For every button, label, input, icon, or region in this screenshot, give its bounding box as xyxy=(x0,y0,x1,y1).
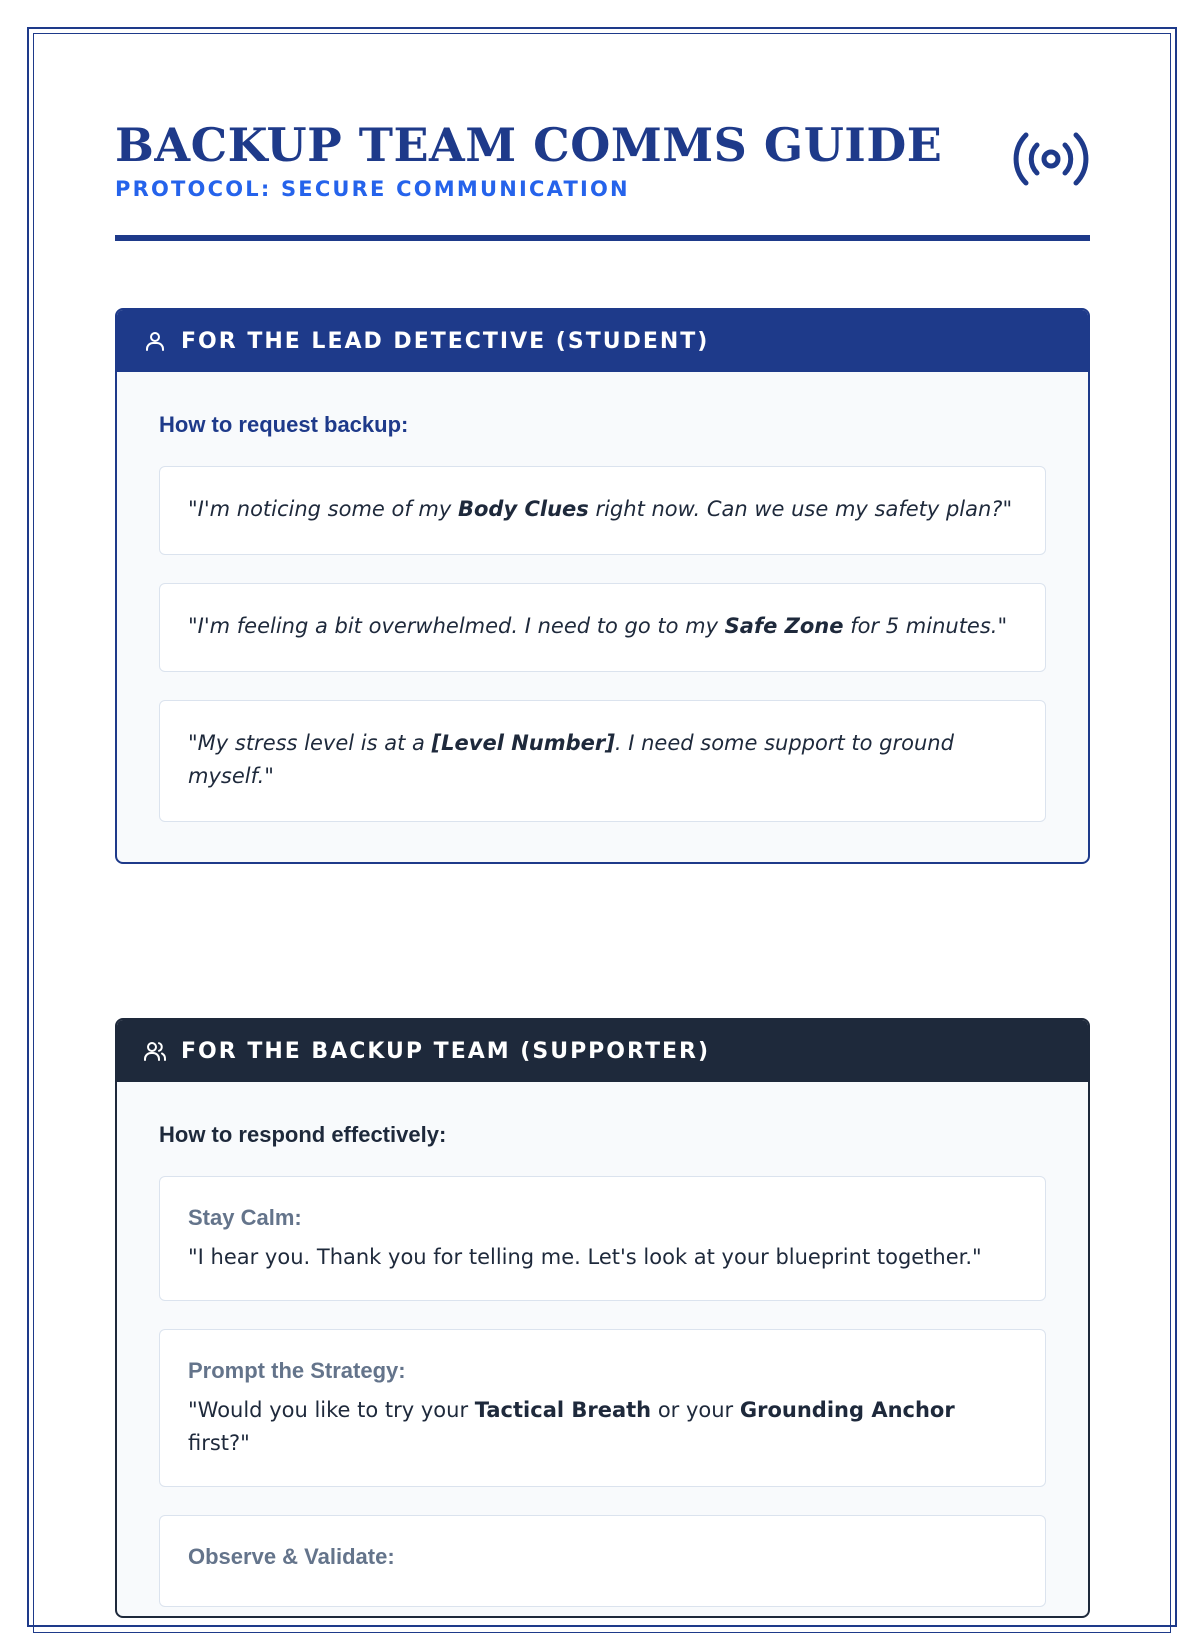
quote-card xyxy=(159,700,1046,822)
broadcast-icon xyxy=(1012,129,1090,189)
response-text xyxy=(188,1394,1017,1460)
supporter-card xyxy=(115,1018,1090,1618)
quote-text: "My stress level is at a xyxy=(188,731,432,755)
response-text-part: first?" xyxy=(188,1431,250,1455)
response-text: "I hear you. Thank you for telling me. Let's look at your blueprint together." xyxy=(188,1245,982,1269)
page-subtitle: PROTOCOL: SECURE COMMUNICATION xyxy=(115,177,630,201)
quote-emphasis: Safe Zone xyxy=(724,614,844,638)
quote-text: right now. Can we use my safety plan?" xyxy=(588,497,1013,521)
quote-text: "I'm noticing some of my xyxy=(188,497,458,521)
response-title: Stay Calm: xyxy=(188,1205,302,1230)
response-emphasis: Grounding Anchor xyxy=(739,1398,955,1422)
response-title: Prompt the Strategy: xyxy=(188,1358,406,1383)
response-title: Observe & Validate: xyxy=(188,1544,395,1569)
supporter-card-header xyxy=(117,1020,1088,1082)
respond-label: How to respond effectively: xyxy=(159,1122,447,1147)
quote-text: for 5 minutes." xyxy=(843,614,1008,638)
student-card xyxy=(115,308,1090,864)
response-text-part: or your xyxy=(651,1398,740,1422)
quote-emphasis: Body Clues xyxy=(458,497,589,521)
response-card xyxy=(159,1515,1046,1607)
header-divider xyxy=(115,235,1090,241)
request-backup-label: How to request backup: xyxy=(159,412,409,437)
response-text-part: "Would you like to try your xyxy=(188,1398,475,1422)
response-card xyxy=(159,1176,1046,1301)
student-card-heading: FOR THE LEAD DETECTIVE (STUDENT) xyxy=(181,328,710,354)
response-card xyxy=(159,1329,1046,1487)
user-icon xyxy=(143,329,167,353)
page-title: BACKUP TEAM COMMS GUIDE xyxy=(115,118,943,172)
student-card-header xyxy=(117,310,1088,372)
quote-emphasis: [Level Number] xyxy=(431,731,615,755)
quote-card xyxy=(159,583,1046,672)
quote-card xyxy=(159,466,1046,555)
quote-text: . I need some support to ground myself." xyxy=(188,731,954,788)
page-header xyxy=(115,115,1090,245)
response-emphasis: Tactical Breath xyxy=(474,1398,652,1422)
users-icon xyxy=(143,1039,167,1063)
quote-text: "I'm feeling a bit overwhelmed. I need to go to my xyxy=(188,614,725,638)
supporter-card-heading: FOR THE BACKUP TEAM (SUPPORTER) xyxy=(181,1038,710,1064)
